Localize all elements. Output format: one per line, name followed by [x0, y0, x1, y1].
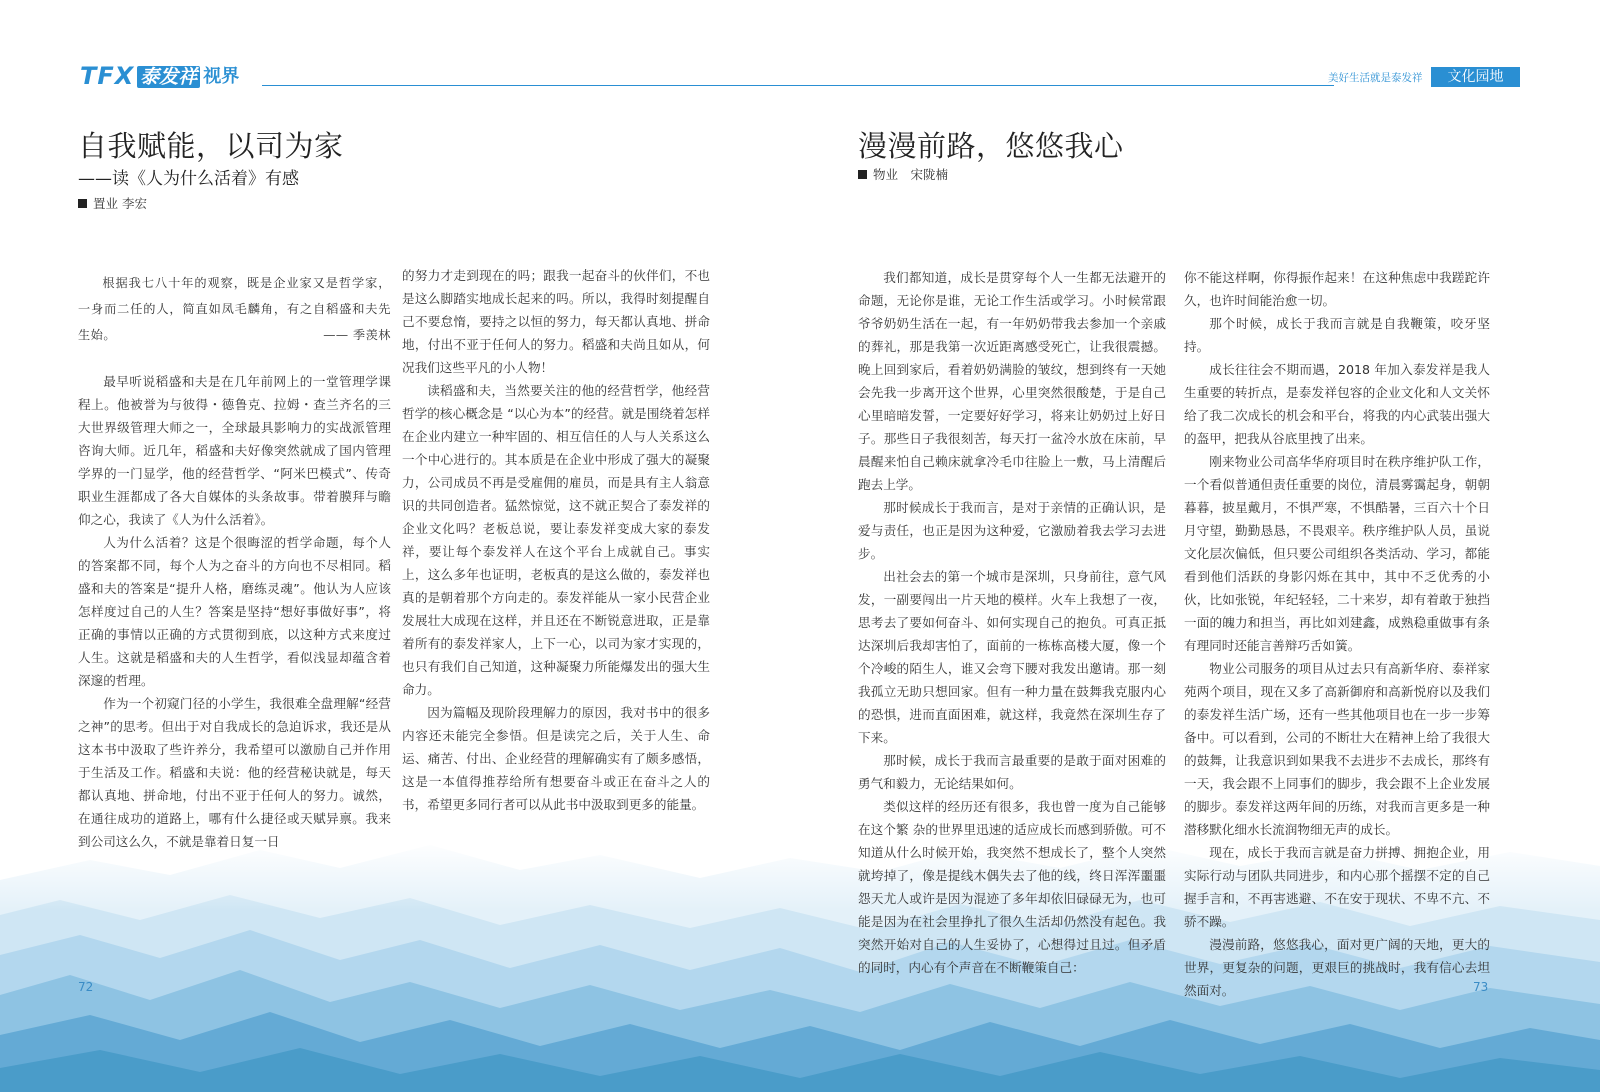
header-divider-left — [262, 85, 800, 86]
paragraph: 那时候，成长于我而言最重要的是敢于面对困难的勇气和毅力，无论结果如何。 — [858, 753, 1166, 791]
epigraph-author: —— 季羡林 — [323, 328, 391, 342]
right-byline-text: 物业 宋陇楠 — [873, 167, 949, 182]
left-article-column-1 — [78, 270, 391, 853]
paragraph: 刚来物业公司高华华府项目时在秩序维护队工作，一个看似普通但责任重要的岗位，清晨雾霭起身，朝朝暮暮，披星戴月，不惧严寒，不惧酷暑，三百六十个日月守望，勤勤恳恳，不畏艰辛。秩序维护队人员，虽说文化层次偏低，但只要公司组织各类活动、学习，都能看到他们活跃的身影闪烁在其中，其中不乏优秀的小伙，比如张锐，年纪轻轻，二十来岁，却有着敢于独挡一面的魄力和担当，再比如刘建鑫，成熟稳重做事有条有理同时还能言善辩巧舌如簧。 — [1184, 454, 1490, 653]
paragraph: 出社会去的第一个城市是深圳，只身前往，意气风发，一副要闯出一片天地的模样。火车上我想了一夜，思考去了要如何奋斗、如何实现自己的抱负。可真正抵达深圳后我却害怕了，面前的一栋栋高楼大厦，像一个个冷峻的陌生人，谁又会弯下腰对我发出邀请。那一刻我孤立无助只想回家。但有一种力量在鼓舞我克服内心的恐惧，进而直面困难，就这样，我竟然在深圳生存了下来。 — [858, 569, 1166, 745]
paragraph: 最早听说稻盛和夫是在几年前网上的一堂管理学课程上。他被誉为与彼得・德鲁克、拉姆・查兰齐名的三大世界级管理大师之一，全球最具影响力的实战派管理咨询大师。近几年，稻盛和夫好像突然就成了国内管理学界的一门显学，他的经营哲学、“阿米巴模式”、传奇职业生涯都成了各大自媒体的头条故事。带着膜拜与瞻仰之心，我读了《人为什么活着》。 — [78, 374, 391, 527]
paragraph: 人为什么活着？这是个很晦涩的哲学命题，每个人的答案都不同，每个人为之奋斗的方向也不尽相同。稻盛和夫的答案是“提升人格，磨练灵魂”。他认为人应该怎样度过自己的人生？答案是坚持“想好事做好事”，将正确的事情以正确的方式贯彻到底，以这种方式来度过人生。这就是稻盛和夫的人生哲学，看似浅显却蕴含着深邃的哲理。 — [78, 535, 391, 688]
paragraph: 成长往往会不期而遇，2018 年加入泰发祥是我人生重要的转折点，是泰发祥包容的企业文化和人文关怀给了我二次成长的机会和平台，将我的内心武装出强大的盔甲，把我从谷底里拽了出来。 — [1184, 362, 1490, 446]
right-article-column-1 — [858, 266, 1166, 979]
left-article-title: 自我赋能，以司为家 — [78, 129, 344, 163]
epigraph-quote: 根据我七八十年的观察，既是企业家又是哲学家，一身而二任的人，简直如凤毛麟角，有之自稻盛和夫先生始。 — [78, 276, 391, 342]
logo-subtitle: 视界 — [203, 66, 240, 87]
paragraph: 物业公司服务的项目从过去只有高新华府、泰祥家苑两个项目，现在又多了高新御府和高新悦府以及我们的泰发祥生活广场，还有一些其他项目也在一步一步筹备中。可以看到，公司的不断壮大在精神上给了我很大的鼓舞，让我意识到如果我不去进步不去成长，那终有一天，我会跟不上同事们的脚步，我会跟不上企业发展的脚步。泰发祥这两年间的历练，对我而言更多是一种潜移默化细水长流润物细无声的成长。 — [1184, 661, 1490, 837]
right-article-title: 漫漫前路，悠悠我心 — [858, 129, 1124, 163]
paragraph: 读稻盛和夫，当然要关注的他的经营哲学，他经营哲学的核心概念是 “以心为本”的经营。就是围绕着怎样在企业内建立一种牢固的、相互信任的人与人关系这么一个中心进行的。其本质是在企业中形成了强大的凝聚力，公司成员不再是受雇佣的雇员，而是具有主人翁意识的共同创造者。猛然惊觉，这不就正契合了泰发祥的企业文化吗？老板总说，要让泰发祥变成大家的泰发祥，要让每个泰发祥人在这个平台上成就自己。事实上，这么多年也证明，老板真的是这么做的，泰发祥也真的是朝着那个方向走的。泰发祥能从一家小民营企业发展壮大成现在这样，并且还在不断锐意进取，正是靠着所有的泰发祥家人，上下一心，以司为家才实现的，也只有我们自己知道，这种凝聚力所能爆发出的强大生命力。 — [402, 383, 710, 697]
header-divider-right — [800, 85, 1334, 86]
right-page — [800, 0, 1600, 1092]
paragraph: 类似这样的经历还有很多，我也曾一度为自己能够在这个繁 杂的世界里迅速的适应成长而感到骄傲。可不知道从什么时候开始，我突然不想成长了，整个人突然就垮掉了，像是提线木偶失去了他的线，终日浑浑噩噩怨天尤人或许是因为混迹了多年却依旧碌碌无为，也可能是因为在社会里挣扎了很久生活却仍然没有起色。我突然开始对自己的人生妥协了，心想得过且过。但矛盾的同时，内心有个声音在不断鞭策自己： — [858, 799, 1166, 975]
header-slogan: 美好生活就是泰发祥 — [1328, 72, 1423, 84]
paragraph: 因为篇幅及现阶段理解力的原因，我对书中的很多内容还未能完全参悟。但是读完之后，关于人生、命运、痛苦、付出、企业经营的理解确实有了颇多感悟，这是一本值得推荐给所有想要奋斗或正在奋斗之人的书，希望更多同行者可以从此书中汲取到更多的能量。 — [402, 705, 710, 812]
paragraph: 的努力才走到现在的吗；跟我一起奋斗的伙伴们，不也是这么脚踏实地成长起来的吗。所以，我得时刻提醒自己不要怠惰，要持之以恒的努力，每天都认真地、拼命地，付出不亚于任何人的努力。稻盛和夫尚且如从，何况我们这些平凡的小人物！ — [402, 268, 710, 375]
left-article-byline — [78, 194, 147, 212]
paragraph: 作为一个初窥门径的小学生，我很难全盘理解“经营之神”的思考。但出于对自我成长的急迫诉求，我还是从这本书中汲取了些许养分，我希望可以激励自己并作用于生活及工作。稻盛和夫说：他的经营秘诀就是，每天都认真地、拼命地，付出不亚于任何人的努力。诚然，在通往成功的道路上，哪有什么捷径或天赋异禀。我来到公司这么久，不就是靠着日复一日 — [78, 696, 391, 849]
paragraph: 现在，成长于我而言就是奋力拼搏、拥抱企业，用实际行动与团队共同进步，和内心那个摇摆不定的自己握手言和，不再害逃避、不在安于现状、不卑不亢、不骄不躁。 — [1184, 845, 1490, 929]
left-byline-text: 置业 李宏 — [93, 196, 147, 211]
byline-square-icon — [78, 199, 87, 208]
paragraph: 那个时候，成长于我而言就是自我鞭策，咬牙坚持。 — [1184, 316, 1490, 354]
right-article-column-2 — [1184, 266, 1490, 1002]
paragraph: 漫漫前路，悠悠我心，面对更广阔的天地，更大的世界，更复杂的问题，更艰巨的挑战时，我有信心去坦然面对。 — [1184, 937, 1490, 998]
section-label-tab: 文化园地 — [1431, 67, 1520, 87]
page-number-left: 72 — [78, 980, 94, 994]
paragraph: 那时候成长于我而言，是对于亲情的正确认识，是爱与责任，也正是因为这种爱，它激励着我去学习去进步。 — [858, 500, 1166, 561]
page-number-right: 73 — [1473, 980, 1489, 994]
left-article-column-2 — [402, 264, 710, 816]
byline-square-icon — [858, 170, 867, 179]
magazine-logo — [80, 64, 239, 88]
right-article-byline — [858, 165, 948, 183]
paragraph: 我们都知道，成长是贯穿每个人一生都无法避开的命题，无论你是谁，无论工作生活或学习。小时候常跟爷爷奶奶生活在一起，有一年奶奶带我去参加一个亲戚的葬礼，那是我第一次近距离感受死亡，让我很震撼。晚上回到家后，看着奶奶满脸的皱纹，想到终有一天她会先我一步离开这个世界，心里突然很酸楚，于是自己心里暗暗发誓，一定要好好学习，将来让奶奶过上好日子。那些日子我很刻苦，每天打一盆冷水放在床前，早晨醒来怕自己赖床就拿冷毛巾往脸上一敷，马上清醒后跑去上学。 — [858, 270, 1166, 492]
logo-brand-name: 泰发祥 — [137, 66, 200, 88]
logo-tfx-text: TFX — [80, 62, 135, 90]
paragraph: 你不能这样啊，你得振作起来！在这种焦虑中我蹉跎许久，也许时间能治愈一切。 — [1184, 270, 1490, 308]
left-article-subtitle: ——读《人为什么活着》有感 — [78, 169, 299, 189]
